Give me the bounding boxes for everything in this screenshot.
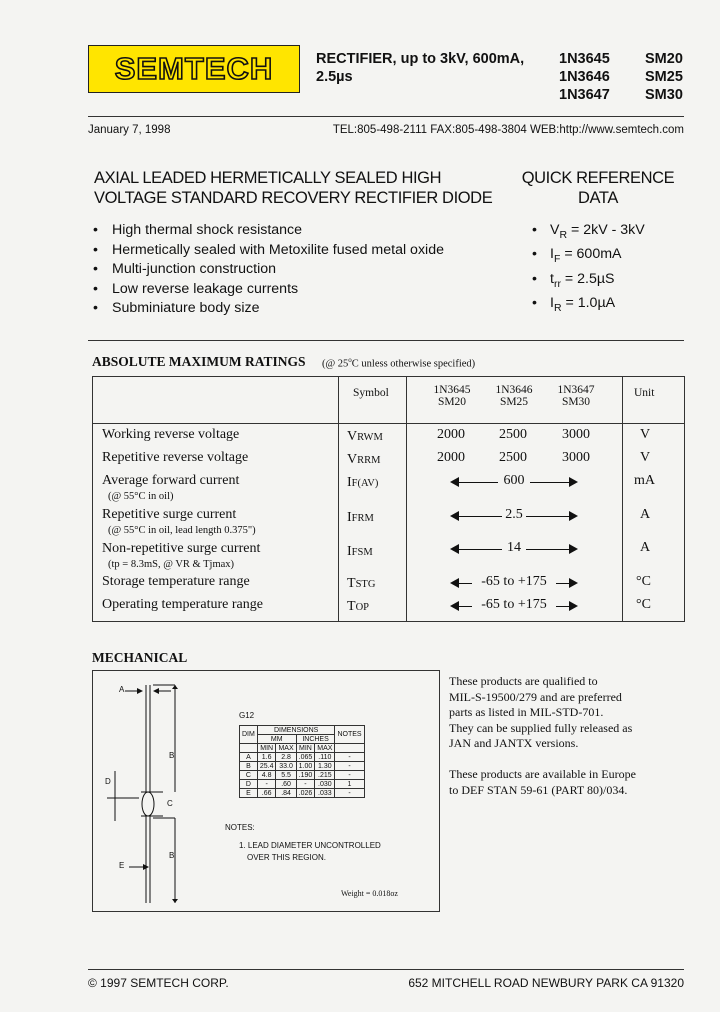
symbol-top: TOP [347, 599, 369, 614]
symbol-vrwm: VRWM [347, 429, 383, 444]
list-item: • High thermal shock resistance [90, 221, 444, 241]
list-item: • $I_R = 1.0\mu A$ [528, 294, 645, 318]
span-value: -65 to +175 [481, 574, 547, 589]
dim-sub [240, 744, 258, 753]
address: 652 MITCHELL ROAD NEWBURY PARK CA 91320 [408, 976, 684, 990]
col-1n3645: 1N3645 SM20 [433, 384, 471, 408]
span-value: 600 [503, 473, 525, 488]
param-working-reverse-voltage: Working reverse voltage [102, 427, 240, 442]
semtech-logo: SEMTECH [88, 45, 300, 93]
table-border [684, 376, 685, 622]
copyright: © 1997 SEMTECH CORP. [88, 976, 229, 990]
param-non-repetitive-surge-current: Non-repetitive surge current [102, 541, 261, 556]
symbol-ifrm: IFRM [347, 510, 374, 525]
qualification-text: These products are qualified to MIL-S-19500/279 and are preferred parts as listed in MIL-STD-701. They can be supplied fully released as JAN and JANTX versions. [449, 674, 633, 751]
span-value: 2.5 [505, 507, 523, 522]
list-item: • Hermetically sealed with Metoxilite fused metal oxide [90, 241, 444, 261]
dim-label-a: A [119, 685, 125, 694]
product-description: RECTIFIER, up to 3kV, 600mA, 2.5µs [316, 51, 525, 85]
param-operating-temperature: Operating temperature range [102, 597, 263, 612]
mechanical-title: MECHANICAL [92, 650, 188, 665]
symbol-tstg: TSTG [347, 576, 376, 591]
dim-label-c: C [167, 799, 173, 808]
value: 3000 [562, 427, 590, 442]
param-storage-temperature: Storage temperature range [102, 574, 250, 589]
unit: °C [636, 597, 651, 612]
table-row: E .66 .84 .026 .033 - [240, 789, 365, 798]
symbol-vrrm: VRRM [347, 452, 381, 467]
param-note: (tp = 8.3mS, @ VR & Tjmax) [108, 559, 235, 570]
footer-rule [88, 969, 684, 970]
param-note: (@ 55°C in oil) [108, 491, 174, 502]
value: 2000 [437, 450, 465, 465]
table-border [92, 376, 93, 622]
ratings-note: (@ 25$^o$C unless otherwise specified) [322, 356, 476, 370]
table-border [92, 621, 684, 622]
quick-reference-title: QUICK REFERENCE DATA [521, 169, 675, 207]
package-label: G12 [239, 711, 255, 720]
unit: °C [636, 574, 651, 589]
dimensions-table [239, 725, 365, 798]
document-title: AXIAL LEADED HERMETICALLY SEALED HIGH VOLTAGE STANDARD RECOVERY RECTIFIER DIODE [94, 169, 493, 207]
dim-sub [335, 744, 364, 753]
dim-label-e: E [119, 861, 125, 870]
value: 2500 [499, 450, 527, 465]
table-border [338, 376, 339, 622]
table-row: B 25.4 33.0 1.00 1.30 - [240, 762, 365, 771]
unit: V [640, 450, 651, 465]
symbol-ifav: IF(AV) [347, 475, 379, 490]
symbol-ifsm: IFSM [347, 544, 373, 559]
quick-reference-list [528, 221, 645, 319]
col-1n3647: 1N3647 SM30 [557, 384, 595, 408]
section-rule [88, 340, 684, 341]
span-value: -65 to +175 [481, 597, 547, 612]
value: 2000 [437, 427, 465, 442]
notes-header: NOTES [335, 726, 364, 744]
dim-sub: MAX [276, 744, 296, 753]
param-repetitive-surge-current: Repetitive surge current [102, 507, 237, 522]
part-numbers: 1N3645 1N3646 1N3647 [559, 51, 610, 103]
list-item: • Subminiature body size [90, 299, 444, 319]
feature-list [90, 221, 444, 319]
param-note: (@ 55°C in oil, lead length 0.375") [108, 525, 256, 536]
param-average-forward-current: Average forward current [102, 473, 240, 488]
value: 2500 [499, 427, 527, 442]
table-border [406, 376, 407, 622]
table-row: D - .60 - .030 1 [240, 780, 365, 789]
list-item: • Low reverse leakage currents [90, 280, 444, 300]
table-row: C 4.8 5.5 .190 .215 - [240, 771, 365, 780]
list-item: • $t_{rr} = 2.5\mu S$ [528, 270, 645, 294]
dim-label-b2: B [169, 851, 175, 860]
dim-header: DIM [240, 726, 258, 744]
col-symbol: Symbol [353, 387, 389, 399]
list-item: • $V_R = 2kV - 3kV$ [528, 221, 645, 245]
dim-sub: MAX [315, 744, 335, 753]
unit: A [640, 507, 651, 522]
unit: mA [634, 473, 655, 488]
notes-title: NOTES: [225, 823, 255, 832]
dim-title: DIMENSIONS [257, 726, 335, 735]
date: January 7, 1998 [88, 124, 171, 136]
dim-label-b: B [169, 751, 175, 760]
contact-info: TEL:805-498-2111 FAX:805-498-3804 WEB:http://www.semtech.com [332, 124, 684, 136]
list-item: • Multi-junction construction [90, 260, 444, 280]
unit: A [640, 540, 651, 555]
mm-header: MM [257, 735, 296, 744]
col-1n3646: 1N3646 SM25 [495, 384, 533, 408]
value: 3000 [562, 450, 590, 465]
param-repetitive-reverse-voltage: Repetitive reverse voltage [102, 450, 249, 465]
weight: Weight = 0.018oz [341, 889, 398, 898]
dim-sub: MIN [257, 744, 276, 753]
list-item: • $I_F = 600mA$ [528, 245, 645, 269]
table-border [622, 376, 623, 622]
europe-availability-text: These products are available in Europe to DEF STAN 59-61 (PART 80)/034. [449, 767, 636, 797]
header-rule [88, 116, 684, 117]
unit: V [640, 427, 651, 442]
note-1: 1. LEAD DIAMETER UNCONTROLLED [239, 841, 381, 850]
note-1-cont: OVER THIS REGION. [247, 853, 326, 862]
span-value: 14 [507, 540, 521, 555]
col-unit: Unit [634, 387, 655, 399]
dim-label-d: D [105, 777, 111, 786]
dim-sub: MIN [296, 744, 315, 753]
mechanical-drawing-frame [92, 670, 440, 912]
table-row: A 1.6 2.8 .065 .110 - [240, 753, 365, 762]
inches-header: INCHES [296, 735, 335, 744]
ratings-title: ABSOLUTE MAXIMUM RATINGS [92, 354, 306, 369]
sm-numbers: SM20 SM25 SM30 [645, 51, 683, 103]
